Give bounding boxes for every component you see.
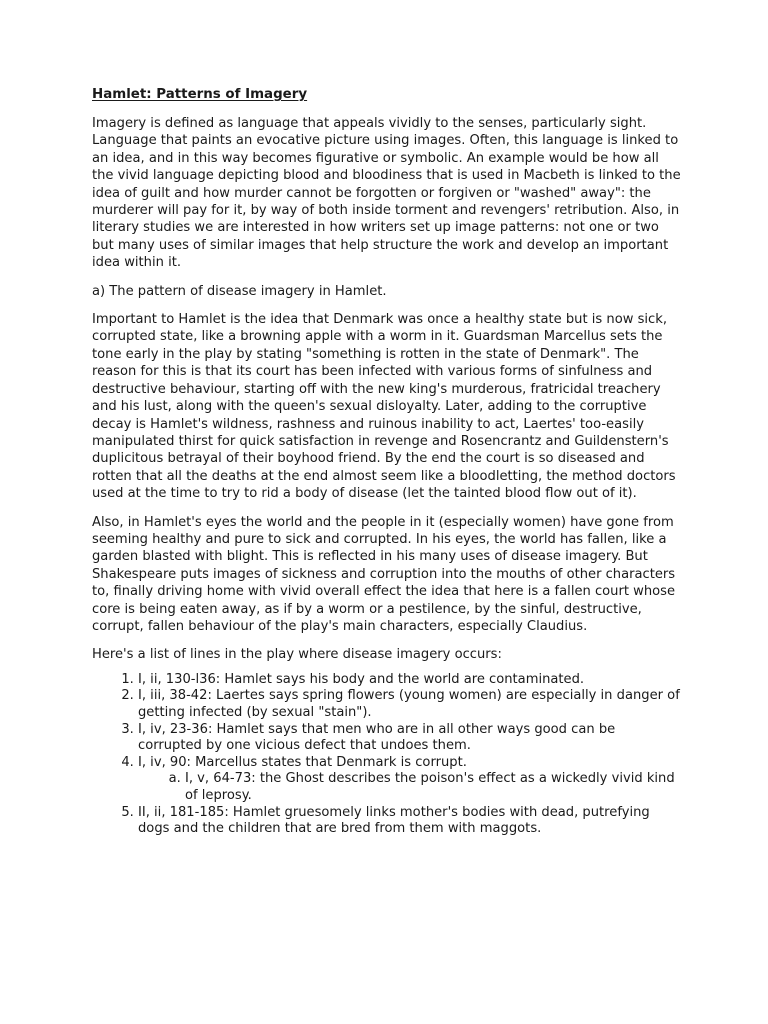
list-item: 2. I, iii, 38-42: Laertes says spring flowers (young women) are especially in danger of getting infected (by sexual "stain"). [138,688,682,721]
list-item [138,755,682,805]
disease-imagery-list [92,672,682,838]
paragraph-intro: Imagery is defined as language that appeals vividly to the senses, particularly sight. Language that paints an evocative picture using images. Often, this language is linked to an idea, and in this way becomes figurative or symbolic. An example would be how all the vivid language depicting blood and bloodiness that is used in Macbeth is linked to the idea of guilt and how murder cannot be forgotten or forgiven or "washed" away": the murderer will pay for it, by way of both inside torment and revengers' retribution. Also, in literary studies we are interested in how writers set up image patterns: not one or two but many uses of similar images that help structure the work and develop an important idea within it. [92,116,681,271]
list-item-text: I, iv, 90: Marcellus states that Denmark is corrupt. [138,754,467,770]
sub-list [138,771,682,804]
list-item: 5. II, ii, 181-185: Hamlet gruesomely links mother's bodies with dead, putrefying dogs and the children that are bred from them with maggots. [138,805,682,838]
paragraph-hamlets-eyes: Also, in Hamlet's eyes the world and the people in it (especially women) have gone from seeming healthy and pure to sick and corrupted. In his eyes, the world has fallen, like a garden blasted with blight. This is reflected in his many uses of disease imagery. But Shakespeare puts images of sickness and corruption into the mouths of other characters to, finally driving home with vivid overall effect the idea that here is a fallen court whose core is being eaten away, as if by a worm or a pestilence, by the sinful, destructive, corrupt, fallen behaviour of the play's main characters, especially Claudius. [92,514,676,634]
document-title: Hamlet: Patterns of Imagery [92,87,308,102]
list-item: 3. I, iv, 23-36: Hamlet says that men who are in all other ways good can be corrupted by one vicious defect that undoes them. [138,722,682,755]
sub-list-item: a. I, v, 64-73: the Ghost describes the poison's effect as a wickedly vivid kind of leprosy. [185,771,682,804]
list-item: 1. I, ii, 130-l36: Hamlet says his body and the world are contaminated. [138,672,682,689]
paragraph-list-intro: Here's a list of lines in the play where disease imagery occurs: [92,647,502,663]
paragraph-denmark: Important to Hamlet is the idea that Denmark was once a healthy state but is now sick, corrupted state, like a browning apple with a worm in it. Guardsman Marcellus sets the tone early in the play by stating "something is rotten in the state of Denmark". The reason for this is that its court has been infected with various forms of sinfulness and destructive behaviour, starting off with the new king's murderous, fratricidal treachery and his lust, along with the queen's sexual disloyalty. Later, adding to the corruptive decay is Hamlet's wildness, rashness and ruinous inability to act, Laertes' too-easily manipulated thirst for quick satisfaction in revenge and Rosencrantz and Guildenstern's duplicitous betrayal of their boyhood friend. By the end the court is so diseased and rotten that all the deaths at the end almost seem like a bloodletting, the method doctors used at the time to try to rid a body of disease (let the tainted blood flow out of it). [92,312,676,502]
document-body [92,86,682,838]
paragraph-section-heading: a) The pattern of disease imagery in Hamlet. [92,283,387,299]
